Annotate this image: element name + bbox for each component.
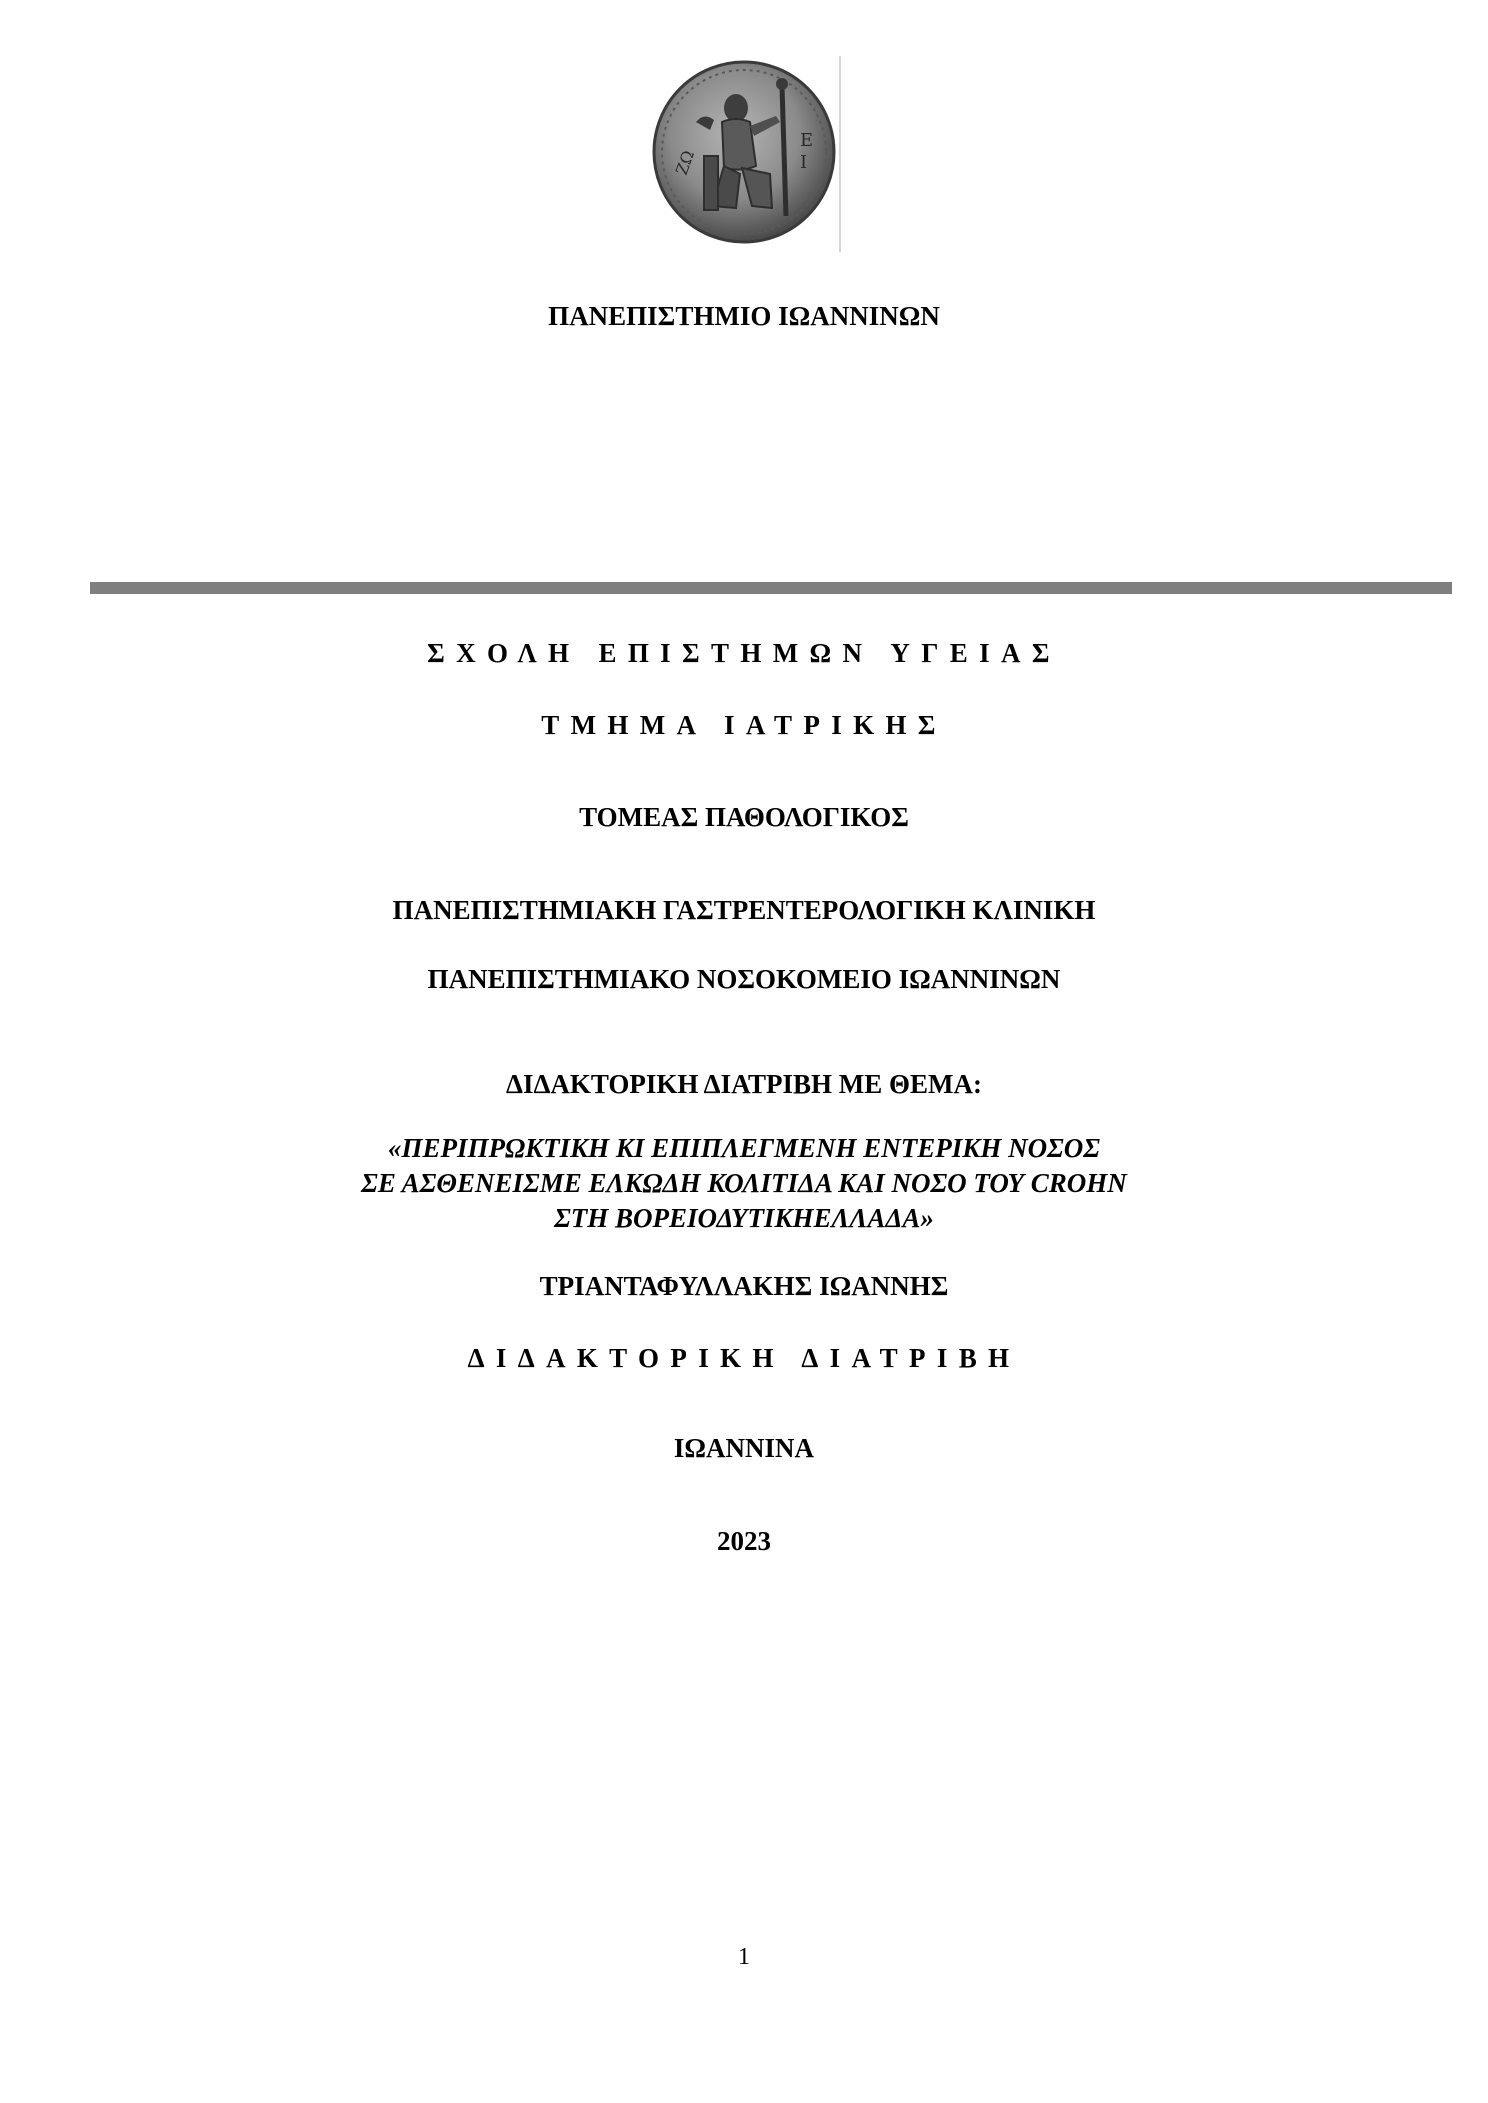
page-number: 1 (738, 1944, 750, 1970)
svg-text:Ι: Ι (800, 152, 808, 173)
thesis-title-line: ΣΕ ΑΣΘΕΝΕΙΣΜΕ ΕΛΚΩΔΗ ΚΟΛΙΤΙΔΑ ΚΑΙ ΝΟΣΟ ΤΟΥ CROHN (361, 1168, 1127, 1198)
hospital-name: ΠΑΝΕΠΙΣΤΗΜΙΑΚΟ ΝΟΣΟΚΟΜΕΙΟ ΙΩΑΝΝΙΝΩΝ (427, 964, 1061, 994)
thesis-title-line: «ΠΕΡΙΠΡΩΚΤΙΚΗ ΚΙ ΕΠΙΠΛΕΓΜΕΝΗ ΕΝΤΕΡΙΚΗ ΝΟΣΟΣ (388, 1133, 1100, 1163)
clinic-name: ΠΑΝΕΠΙΣΤΗΜΙΑΚΗ ΓΑΣΤΡΕΝΤΕΡΟΛΟΓΙΚΗ ΚΛΙΝΙΚΗ (392, 895, 1096, 925)
thesis-title-line: ΣΤΗ ΒΟΡΕΙΟΔΥΤΙΚΗΕΛΛΑΔΑ» (554, 1203, 934, 1233)
university-seal-icon (652, 56, 852, 252)
document-type: ΔΙΔΑΚΤΟΡΙΚΗ ΔΙΑΤΡΙΒΗ (467, 1343, 1021, 1373)
thesis-heading: ΔΙΔΑΚΤΟΡΙΚΗ ΔΙΑΤΡΙΒΗ ΜΕ ΘΕΜΑ: (506, 1069, 982, 1099)
department-name: ΤΜΗΜΑ ΙΑΤΡΙΚΗΣ (541, 710, 947, 740)
author-name: ΤΡΙΑΝΤΑΦΥΛΛΑΚΗΣ ΙΩΑΝΝΗΣ (539, 1271, 949, 1301)
sector-name: ΤΟΜΕΑΣ ΠΑΘΟΛΟΓΙΚΟΣ (579, 802, 909, 832)
city-name: ΙΩΑΝΝΙΝΑ (673, 1433, 815, 1463)
svg-text:Ε: Ε (800, 130, 814, 151)
university-name: ΠΑΝΕΠΙΣΤΗΜΙΟ ΙΩΑΝΝΙΝΩΝ (548, 301, 940, 331)
horizontal-divider (90, 582, 1452, 594)
year: 2023 (717, 1526, 771, 1556)
svg-text:ΖΩ: ΖΩ (671, 147, 699, 178)
school-name: ΣΧΟΛΗ ΕΠΙΣΤΗΜΩΝ ΥΓΕΙΑΣ (427, 638, 1061, 668)
